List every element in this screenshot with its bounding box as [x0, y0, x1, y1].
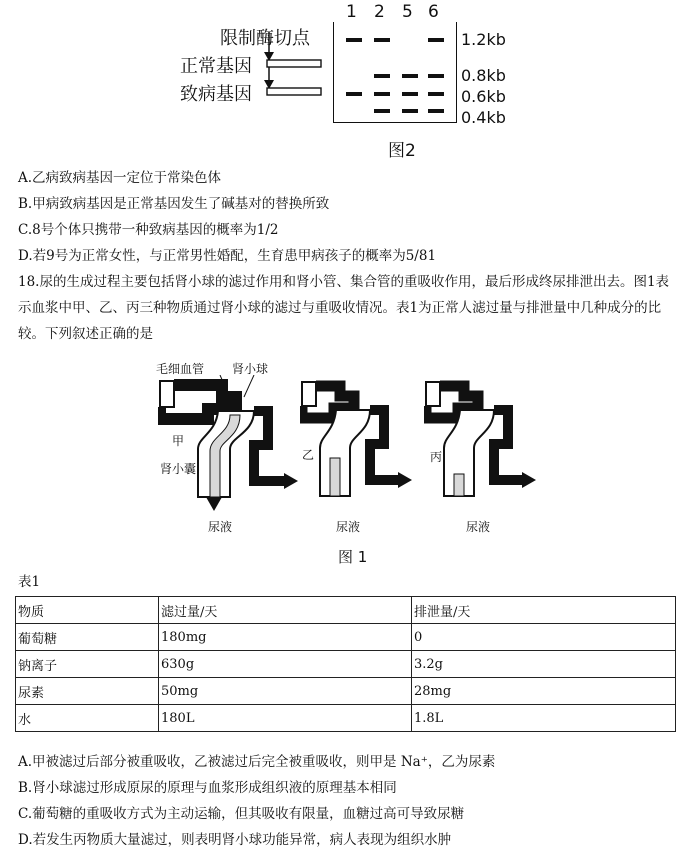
option-b: B.肾小球滤过形成原尿的原理与血浆形成组织液的原理基本相同	[18, 780, 397, 796]
table-header-row	[16, 597, 676, 624]
option-a: A.甲被滤过后部分被重吸收，乙被滤过后完全被重吸收，则甲是 Na⁺，乙为尿素	[18, 754, 496, 770]
table-cell: 钠离子	[16, 651, 159, 678]
restriction-site-label: 限制酶切点	[220, 28, 310, 49]
substance-label: 乙	[302, 448, 315, 462]
substance-label: 丙	[430, 450, 443, 464]
gel-band	[346, 38, 362, 42]
lane-number: 1	[346, 2, 357, 22]
urine-label: 尿液	[466, 520, 491, 534]
gel-band	[428, 38, 444, 42]
size-label: 0.4kb	[461, 108, 506, 127]
table-row	[16, 651, 676, 678]
table-cell: 180mg	[159, 624, 412, 651]
gel-band	[402, 74, 418, 78]
gene-diagram	[255, 30, 335, 105]
gel-band	[374, 74, 390, 78]
gel-band	[428, 74, 444, 78]
gel-band	[428, 109, 444, 113]
figure-caption: 图 1	[338, 548, 368, 566]
gel-band	[374, 109, 390, 113]
nephron-diagram-1	[158, 375, 304, 515]
table-header-cell: 物质	[16, 597, 159, 624]
gel-band	[374, 92, 390, 96]
table-cell: 50mg	[159, 678, 412, 705]
substance-label: 甲	[172, 434, 185, 448]
lane-number: 5	[402, 2, 413, 22]
table-title: 表1	[18, 574, 41, 590]
gel-band	[402, 109, 418, 113]
table-cell: 葡萄糖	[16, 624, 159, 651]
glomerulus-label: 肾小球	[232, 362, 269, 376]
option-c: C.8号个体只携带一种致病基因的概率为1/2	[18, 222, 279, 238]
figure-caption: 图2	[388, 141, 416, 161]
capsule-label: 肾小囊	[160, 462, 197, 476]
table-cell: 180L	[159, 705, 412, 732]
table-cell: 1.8L	[412, 705, 676, 732]
size-label: 1.2kb	[461, 30, 506, 49]
urine-label: 尿液	[336, 520, 361, 534]
option-c: C.葡萄糖的重吸收方式为主动运输，但其吸收有限量，血糖过高可导致尿糖	[18, 806, 465, 822]
option-b: B.甲病致病基因是正常基因发生了碱基对的替换所致	[18, 196, 330, 212]
table-cell: 水	[16, 705, 159, 732]
urine-label: 尿液	[208, 520, 233, 534]
size-label: 0.8kb	[461, 66, 506, 85]
table-cell: 3.2g	[412, 651, 676, 678]
gel-band	[374, 38, 390, 42]
lane-number: 2	[374, 2, 385, 22]
table-row	[16, 678, 676, 705]
option-a: A.乙病致病基因一定位于常染色体	[18, 170, 222, 186]
table-cell: 尿素	[16, 678, 159, 705]
capillary-label: 毛细血管	[156, 362, 205, 376]
table-row	[16, 705, 676, 732]
table-header-cell: 排泄量/天	[412, 597, 676, 624]
table-cell: 0	[412, 624, 676, 651]
question-18-stem: 18.尿的生成过程主要包括肾小球的滤过作用和肾小管、集合管的重吸收作用，最后形成终尿排泄出去。图1表示血浆中甲、乙、丙三种物质通过肾小球的滤过与重吸收情况。表1为正常人滤过量与排泄量中几种成分的比较。下列叙述正确的是	[18, 274, 670, 342]
nephron-diagram-3	[424, 378, 544, 514]
gel-band	[402, 92, 418, 96]
table-1	[15, 596, 676, 732]
gel-band	[346, 92, 362, 96]
normal-gene-label: 正常基因	[180, 56, 252, 77]
lane-number: 6	[428, 2, 439, 22]
gel-band	[428, 92, 444, 96]
table-cell: 630g	[159, 651, 412, 678]
nephron-diagram-2	[300, 378, 420, 514]
option-d: D.若发生丙物质大量滤过，则表明肾小球功能异常，病人表现为组织水肿	[18, 832, 452, 848]
table-header-cell: 滤过量/天	[159, 597, 412, 624]
option-d: D.若9号为正常女性，与正常男性婚配，生育患甲病孩子的概率为5/81	[18, 248, 437, 264]
table-row	[16, 624, 676, 651]
size-label: 0.6kb	[461, 87, 506, 106]
disease-gene-label: 致病基因	[180, 84, 252, 105]
table-cell: 28mg	[412, 678, 676, 705]
